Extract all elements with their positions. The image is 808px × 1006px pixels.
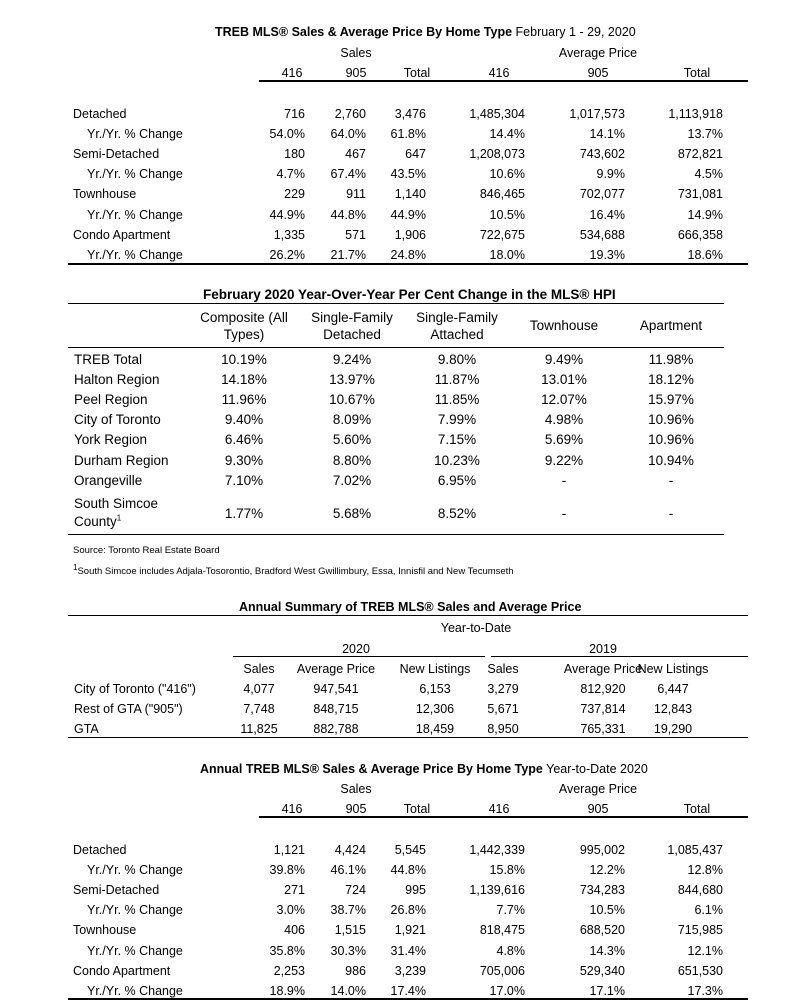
column-header: Single-Family xyxy=(416,310,498,325)
table-cell: 11.96% xyxy=(221,392,267,408)
table-cell: 911 xyxy=(346,187,366,202)
table-cell: 61.8% xyxy=(390,127,426,142)
table-cell: 651,530 xyxy=(677,963,723,978)
table-cell: 67.4% xyxy=(330,167,366,182)
table-cell: 10.23% xyxy=(434,452,480,468)
table-cell: 1.77% xyxy=(224,506,264,521)
table-cell: 18.12% xyxy=(648,372,694,388)
row-label: South Simcoe xyxy=(74,496,159,511)
year-2020: 2020 xyxy=(342,642,370,656)
table-cell: 722,675 xyxy=(479,227,525,242)
table-cell: 13.7% xyxy=(687,127,723,142)
table-cell: 9.24% xyxy=(332,352,372,367)
table-cell: 2,253 xyxy=(273,963,305,978)
table-cell: 4.98% xyxy=(544,412,584,428)
row-label: Condo Apartment xyxy=(73,963,171,978)
table-cell: 6,447 xyxy=(657,682,689,696)
table-cell: 765,331 xyxy=(580,722,626,737)
table-cell: 44.8% xyxy=(330,207,366,222)
table-cell: 716 xyxy=(284,107,305,121)
table-cell: 44.8% xyxy=(390,863,426,878)
row-label: Yr./Yr. % Change xyxy=(87,127,183,142)
table-cell: 18,459 xyxy=(415,722,455,737)
table-cell: 846,465 xyxy=(479,187,525,202)
table-cell: 12.1% xyxy=(687,943,723,958)
row-label: Orangeville xyxy=(74,472,143,488)
table-cell: 19.3% xyxy=(589,247,625,262)
table-cell: 30.3% xyxy=(330,943,366,958)
table-cell: 26.8% xyxy=(390,903,426,918)
row-label: City of Toronto xyxy=(74,412,161,428)
table-cell: 731,081 xyxy=(677,187,723,202)
column-header: 416 xyxy=(488,802,510,816)
table-cell: 7.7% xyxy=(496,903,525,918)
row-label: Rest of GTA ("905") xyxy=(74,702,183,717)
column-header: Attached xyxy=(430,327,484,342)
table-cell: 6.1% xyxy=(694,903,723,918)
table-cell: - xyxy=(668,506,674,521)
table-cell: 8.09% xyxy=(332,412,372,428)
table-cell: 1,515 xyxy=(334,923,366,938)
table-cell: 12,306 xyxy=(415,702,455,717)
row-label: Detached xyxy=(73,107,127,121)
table-cell: 8.52% xyxy=(437,506,477,521)
row-label-text: County xyxy=(74,514,117,529)
table-cell: 10.94% xyxy=(648,452,694,468)
table-title: TREB MLS® Sales & Average Price By Home Type February 1 - 29, 2020 xyxy=(215,25,636,39)
table-cell: 4,424 xyxy=(334,843,366,857)
row-label: York Region xyxy=(74,432,148,448)
table-cell: 12.8% xyxy=(687,863,723,878)
table-cell: 9.40% xyxy=(224,412,264,428)
table-cell: 14.3% xyxy=(589,943,625,958)
table-cell: 44.9% xyxy=(269,207,305,222)
table-cell: - xyxy=(668,472,674,488)
column-header: Sales xyxy=(487,662,519,676)
table-cell: 12,843 xyxy=(653,702,693,717)
table-cell: 10.19% xyxy=(221,352,267,367)
table-cell: 17.0% xyxy=(489,983,525,998)
row-label: Yr./Yr. % Change xyxy=(87,247,183,262)
table-cell: 10.96% xyxy=(648,412,694,428)
table-cell: 571 xyxy=(345,227,366,242)
table-cell: 64.0% xyxy=(330,127,366,142)
table-cell: 14.9% xyxy=(687,207,723,222)
table-cell: 5.68% xyxy=(332,506,372,521)
table-title: February 2020 Year-Over-Year Per Cent Change in the MLS® HPI xyxy=(203,287,616,302)
table-cell: 818,475 xyxy=(479,923,525,938)
row-label: Yr./Yr. % Change xyxy=(87,207,183,222)
table-cell: 724 xyxy=(345,883,366,898)
table-cell: - xyxy=(561,506,567,521)
table-cell: 17.3% xyxy=(687,983,723,998)
table-cell: 882,788 xyxy=(313,722,359,737)
table-cell: 17.1% xyxy=(589,983,625,998)
table-cell: 21.7% xyxy=(330,247,366,262)
table-cell: 38.7% xyxy=(330,903,366,918)
table-cell: 1,208,073 xyxy=(469,147,525,162)
table-cell: 734,283 xyxy=(579,883,625,898)
table-cell: 7.02% xyxy=(332,472,372,488)
table-cell: 19,290 xyxy=(653,722,693,737)
row-label: Townhouse xyxy=(73,923,137,938)
table-cell: 9.9% xyxy=(596,167,625,182)
table-cell: 5,671 xyxy=(487,702,519,717)
table-cell: 11.87% xyxy=(434,372,480,388)
table-cell: 10.5% xyxy=(589,903,625,918)
table-cell: 947,541 xyxy=(313,682,359,696)
group-header-sales: Sales xyxy=(340,46,372,60)
group-header-sales: Sales xyxy=(340,782,372,796)
top-rule xyxy=(68,303,724,304)
row-label: Yr./Yr. % Change xyxy=(87,863,183,878)
table-cell: 812,920 xyxy=(580,682,626,696)
row-label: Yr./Yr. % Change xyxy=(87,943,183,958)
row-label xyxy=(74,514,121,530)
table-cell: 1,906 xyxy=(394,227,426,242)
table-cell: 5.60% xyxy=(332,432,372,448)
row-label: GTA xyxy=(74,722,99,737)
column-header: 416 xyxy=(281,802,303,816)
header-rule xyxy=(259,816,748,818)
table-cell: 180 xyxy=(284,147,305,162)
table-cell: 54.0% xyxy=(269,127,305,142)
row-label: Condo Apartment xyxy=(73,227,171,242)
column-header: Total xyxy=(683,66,711,80)
table-cell: 14.18% xyxy=(221,372,267,388)
table-cell: 8.80% xyxy=(332,452,372,468)
row-label: Yr./Yr. % Change xyxy=(87,903,183,918)
column-header: Average Price xyxy=(563,662,643,676)
group-header-average-price: Average Price xyxy=(558,782,638,796)
column-header: Detached xyxy=(323,327,381,342)
table-cell: - xyxy=(561,472,567,488)
table-cell: 7.15% xyxy=(437,432,477,448)
table-cell: 39.8% xyxy=(269,863,305,878)
table-cell: 10.67% xyxy=(329,392,375,408)
table-cell: 10.5% xyxy=(489,207,525,222)
table-cell: 3,279 xyxy=(487,682,519,696)
year-2019: 2019 xyxy=(589,642,617,656)
table-cell: 1,335 xyxy=(273,227,305,242)
table-cell: 6.46% xyxy=(224,432,264,448)
table-cell: 3,476 xyxy=(394,107,426,121)
row-label: Townhouse xyxy=(73,187,137,202)
year-rule-2020 xyxy=(233,656,485,657)
table-cell: 14.4% xyxy=(489,127,525,142)
table-cell: 17.4% xyxy=(390,983,426,998)
row-label: Yr./Yr. % Change xyxy=(87,983,183,998)
table-cell: 7.99% xyxy=(437,412,477,428)
table-cell: 12.07% xyxy=(541,392,587,408)
row-label: Peel Region xyxy=(74,392,148,408)
table-cell: 10.6% xyxy=(489,167,525,182)
table-cell: 24.8% xyxy=(390,247,426,262)
table-cell: 229 xyxy=(284,187,305,202)
column-header: 905 xyxy=(345,66,367,80)
table-cell: 1,017,573 xyxy=(569,107,625,121)
table-cell: 15.8% xyxy=(489,863,525,878)
bottom-rule xyxy=(68,737,748,738)
column-header: Townhouse xyxy=(529,318,599,333)
table-cell: 995 xyxy=(405,883,426,898)
table-cell: 529,340 xyxy=(579,963,625,978)
row-label: Durham Region xyxy=(74,452,169,468)
table-cell: 11,825 xyxy=(240,722,278,737)
table-cell: 18.0% xyxy=(489,247,525,262)
table-cell: 647 xyxy=(405,147,426,162)
table-cell: 18.9% xyxy=(269,983,305,998)
table-cell: 13.97% xyxy=(329,372,375,388)
table-cell: 9.80% xyxy=(437,352,477,367)
table-cell: 44.9% xyxy=(390,207,426,222)
row-label: Halton Region xyxy=(74,372,160,388)
table-cell: 3,239 xyxy=(394,963,426,978)
table-cell: 1,113,918 xyxy=(668,107,723,121)
table-cell: 271 xyxy=(284,883,305,898)
table-title: Annual TREB MLS® Sales & Average Price By Home Type Year-to-Date 2020 xyxy=(200,762,648,776)
table-cell: 705,006 xyxy=(479,963,525,978)
row-label: Semi-Detached xyxy=(73,883,160,898)
table-cell: 18.6% xyxy=(687,247,723,262)
header-rule xyxy=(259,80,748,82)
footnote-marker: 1 xyxy=(116,513,122,523)
table-cell: 5,545 xyxy=(394,843,426,857)
column-header: Total xyxy=(683,802,711,816)
table-cell: 9.49% xyxy=(544,352,584,367)
table-cell: 13.01% xyxy=(541,372,587,388)
table-cell: 11.85% xyxy=(434,392,480,408)
table-cell: 10.96% xyxy=(648,432,694,448)
row-label: City of Toronto ("416") xyxy=(74,682,196,696)
table-cell: 995,002 xyxy=(579,843,625,857)
group-header-average-price: Average Price xyxy=(558,46,638,60)
table-cell: 702,077 xyxy=(579,187,625,202)
table-cell: 3.0% xyxy=(276,903,305,918)
table-cell: 46.1% xyxy=(330,863,366,878)
footnote: $^1$South Simcoe includes Adjala-Tosorontio, Bradford West Gwillimbury, Essa, Innisfil and New Tecumseth xyxy=(73,562,514,577)
column-header: Composite (All xyxy=(200,310,288,325)
table-cell: 4.7% xyxy=(276,167,305,182)
bottom-rule xyxy=(68,998,748,1000)
table-cell: 844,680 xyxy=(677,883,723,898)
table-cell: 35.8% xyxy=(269,943,305,958)
table-cell: 6,153 xyxy=(419,682,451,696)
column-header: 416 xyxy=(488,66,510,80)
column-header: 905 xyxy=(587,66,609,80)
column-header: Total xyxy=(403,66,431,80)
table-cell: 12.2% xyxy=(589,863,625,878)
table-cell: 4.5% xyxy=(694,167,723,182)
table-cell: 688,520 xyxy=(579,923,625,938)
table-cell: 1,921 xyxy=(394,923,426,938)
table-cell: 1,140 xyxy=(394,187,426,202)
column-header: New Listings xyxy=(637,662,709,676)
row-label: Yr./Yr. % Change xyxy=(87,167,183,182)
subtitle: Year-to-Date xyxy=(440,621,512,635)
table-cell: 11.98% xyxy=(648,352,694,367)
column-header: New Listings xyxy=(399,662,471,676)
table-cell: 666,358 xyxy=(677,227,723,242)
table-cell: 5.69% xyxy=(544,432,584,448)
table-cell: 872,821 xyxy=(677,147,723,162)
source-note: Source: Toronto Real Estate Board xyxy=(73,545,220,556)
table-cell: 4.8% xyxy=(496,943,525,958)
year-rule-2019 xyxy=(491,656,748,657)
table-cell: 715,985 xyxy=(677,923,723,938)
table-cell: 15.97% xyxy=(648,392,694,408)
table-cell: 467 xyxy=(345,147,366,162)
row-label: Semi-Detached xyxy=(73,147,160,162)
table-cell: 4,077 xyxy=(243,682,275,696)
table-cell: 14.1% xyxy=(589,127,625,142)
table-cell: 534,688 xyxy=(579,227,625,242)
table-cell: 43.5% xyxy=(390,167,426,182)
table-cell: 2,760 xyxy=(334,107,366,121)
table-cell: 986 xyxy=(345,963,366,978)
table-cell: 8,950 xyxy=(487,722,519,737)
column-header: Average Price xyxy=(296,662,376,676)
column-header: Types) xyxy=(223,327,265,342)
column-header: Total xyxy=(403,802,431,816)
table-cell: 406 xyxy=(284,923,305,938)
table-cell: 14.0% xyxy=(330,983,366,998)
bottom-rule xyxy=(68,263,748,265)
column-header: 416 xyxy=(281,66,303,80)
table-cell: 9.30% xyxy=(224,452,264,468)
table-cell: 743,602 xyxy=(579,147,625,162)
column-header: 905 xyxy=(345,802,367,816)
row-label: TREB Total xyxy=(74,352,143,367)
column-header: Apartment xyxy=(639,318,703,333)
table-cell: 1,139,616 xyxy=(469,883,525,898)
table-cell: 6.95% xyxy=(437,472,477,488)
bottom-rule xyxy=(68,534,724,535)
table-cell: 848,715 xyxy=(313,702,359,717)
table-cell: 737,814 xyxy=(580,702,626,717)
column-header: Single-Family xyxy=(311,310,393,325)
table-cell: 1,485,304 xyxy=(469,107,525,121)
table-title: Annual Summary of TREB MLS® Sales and Average Price xyxy=(239,600,582,614)
table-cell: 7.10% xyxy=(224,472,264,488)
header-rule xyxy=(68,347,724,348)
table-cell: 9.22% xyxy=(544,452,584,468)
top-rule xyxy=(68,615,748,616)
table-cell: 1,442,339 xyxy=(469,843,525,857)
row-label: Detached xyxy=(73,843,127,857)
column-header: 905 xyxy=(587,802,609,816)
table-cell: 31.4% xyxy=(390,943,426,958)
table-cell: 1,121 xyxy=(273,843,305,857)
column-header: Sales xyxy=(243,662,275,676)
table-cell: 1,085,437 xyxy=(667,843,723,857)
table-cell: 26.2% xyxy=(269,247,305,262)
table-cell: 7,748 xyxy=(243,702,275,717)
table-cell: 16.4% xyxy=(589,207,625,222)
